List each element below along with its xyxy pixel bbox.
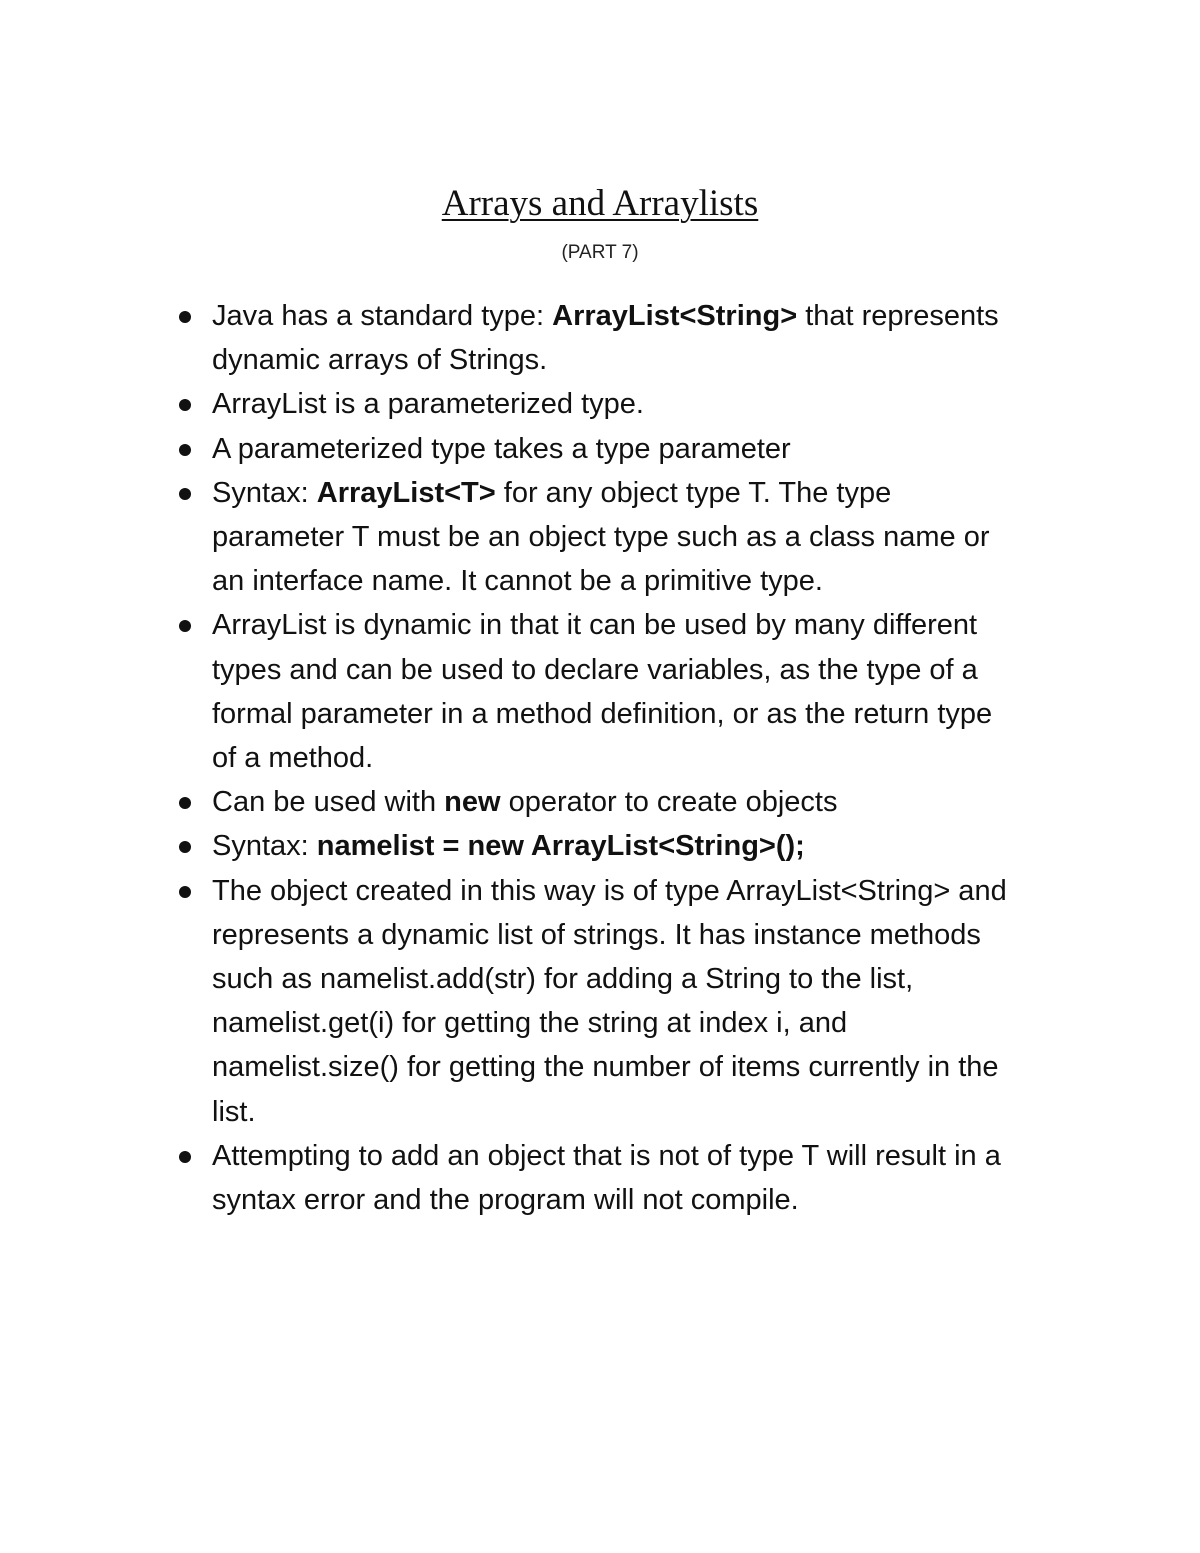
bullet-icon — [179, 399, 191, 411]
list-item — [212, 603, 1012, 780]
bullet-icon — [179, 444, 191, 456]
bullet-text: that represents dynamic arrays of Strings. — [212, 300, 999, 377]
bullet-text: Can be used with — [212, 786, 445, 819]
bullet-text: Attempting to add an object that is not of type T will result in a syntax error and the program will not compile. — [212, 1139, 1001, 1217]
bullet-icon — [179, 797, 191, 809]
bullet-list — [212, 294, 1012, 1222]
bullet-icon — [179, 886, 191, 898]
bullet-text: A parameterized type takes a type parameter — [212, 432, 791, 465]
bullet-icon — [179, 841, 191, 853]
bullet-icon — [179, 488, 191, 500]
bullet-text: The object created in this way is of type ArrayList<String> and represents a dynamic list of strings. It has instance methods such as namelist.add(str) for adding a String to the list, namelist.get(i) for getting the string at index i, and namelist.size() for getting the number of items currently in the list. — [212, 874, 1007, 1128]
bullet-icon — [179, 311, 191, 323]
list-item — [212, 1134, 1012, 1222]
bullet-bold-text: namelist = new ArrayList<String>(); — [316, 830, 805, 863]
list-item — [212, 780, 1012, 824]
bullet-text: operator to create objects — [500, 786, 838, 819]
bullet-bold-text: new — [444, 786, 501, 819]
list-item — [212, 869, 1012, 1134]
bullet-text: ArrayList is dynamic in that it can be used by many different types and can be used to declare variables, as the type of a formal parameter in a method definition, or as the return type of a method. — [212, 609, 993, 775]
bullet-icon — [179, 620, 191, 632]
list-item — [212, 824, 1012, 868]
bullet-text: Syntax: — [212, 830, 317, 863]
bullet-bold-text: ArrayList<T> — [316, 476, 496, 509]
bullet-text: Java has a standard type: — [212, 300, 553, 332]
bullet-bold-text: ArrayList<String> — [552, 300, 798, 332]
page-subtitle: (PART 7) — [561, 242, 639, 263]
bullet-text: Syntax: — [212, 476, 317, 509]
bullet-icon — [179, 1151, 191, 1163]
list-item — [212, 471, 1012, 604]
list-item — [212, 382, 1012, 426]
bullet-text: for any object type T. The type parameter T must be an object type such as a class name or an interface name. It cannot be a primitive type. — [212, 476, 990, 598]
list-item — [212, 294, 1012, 382]
page-title: Arrays and Arraylists — [441, 183, 759, 224]
list-item — [212, 427, 1012, 471]
bullet-text: ArrayList is a parameterized type. — [212, 388, 644, 421]
